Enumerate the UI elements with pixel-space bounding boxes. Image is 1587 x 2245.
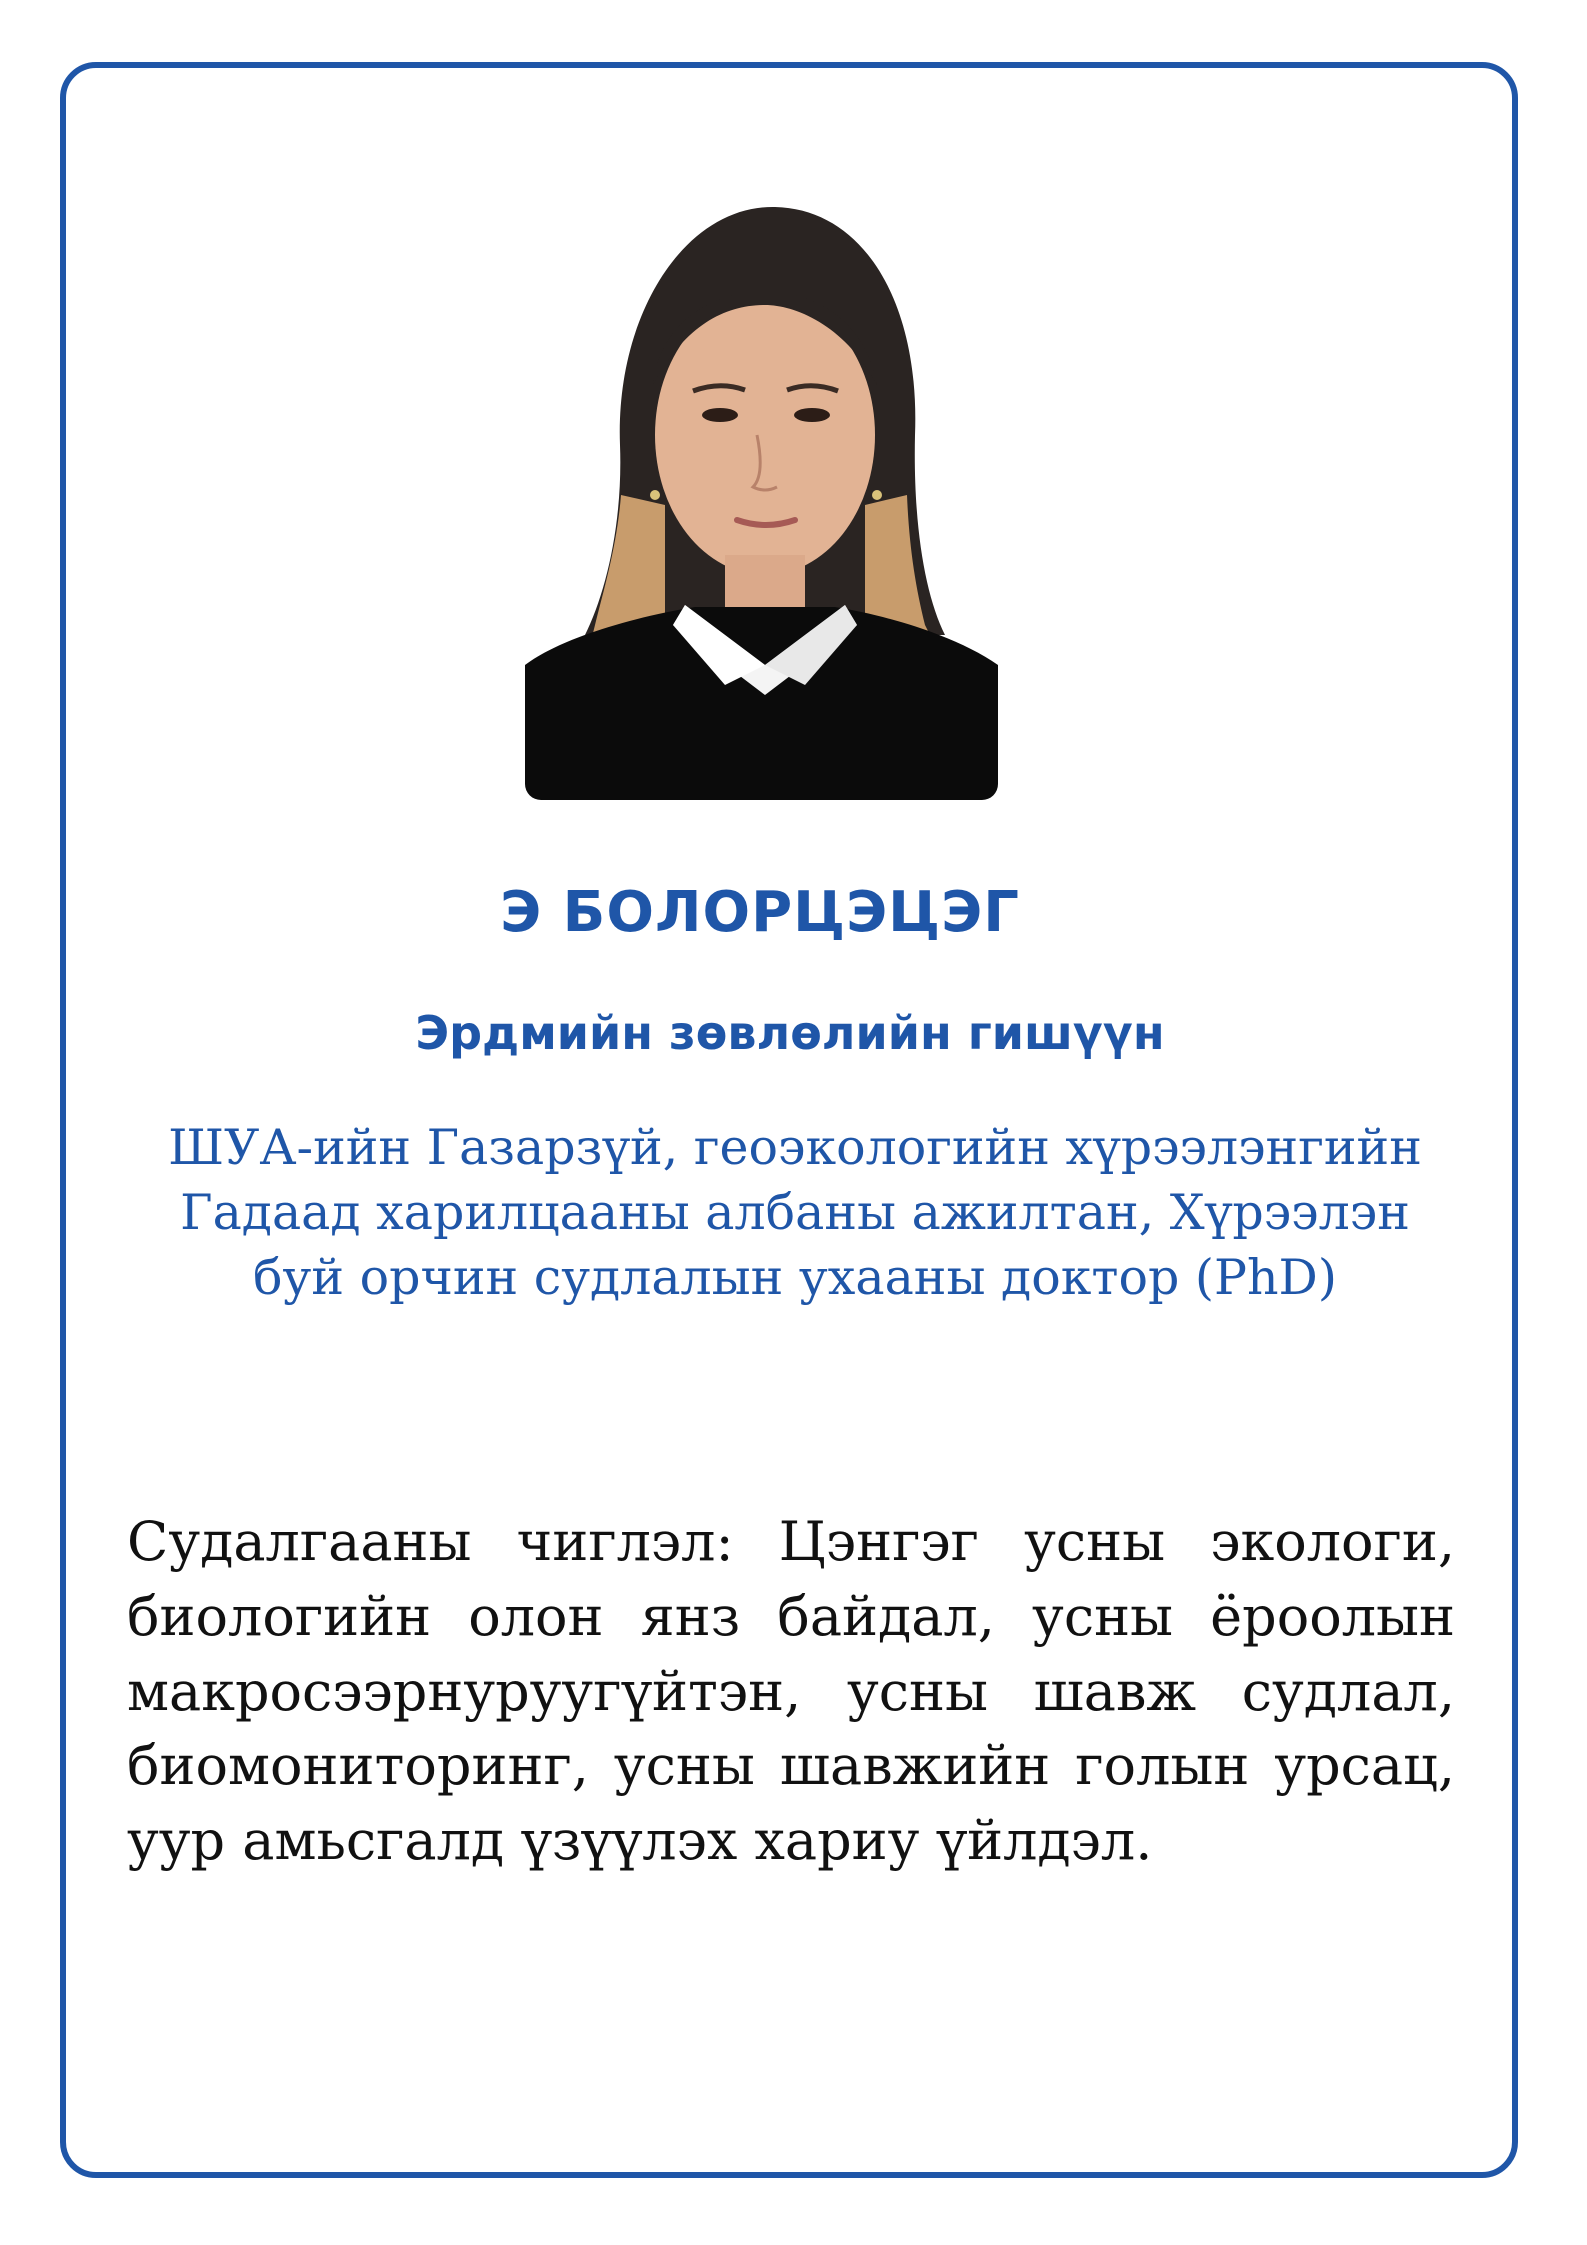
research-direction: Судалгааны чиглэл: Цэнгэг усны экологи, биологийн олон янз байдал, усны ёроолын макросээрнуруугүйтэн, усны шавж судлал, биомониторинг, усны шавжийн голын урсац, уур амьсгалд үзүүлэх хариу үйлдэл. <box>127 1510 1455 1873</box>
person-affiliation: ШУА-ийн Газарзүй, геоэкологийн хүрээлэнгийн Гадаад харилцааны албаны ажилтан, Хүрээлэн буй орчин судлалын ухааны доктор (PhD) <box>168 1119 1422 1307</box>
portrait-photo <box>525 195 998 800</box>
person-name: Э БОЛОРЦЭЦЭГ <box>500 880 1020 945</box>
person-role: Эрдмийн зөвлөлийн гишүүн <box>415 1006 1165 1060</box>
